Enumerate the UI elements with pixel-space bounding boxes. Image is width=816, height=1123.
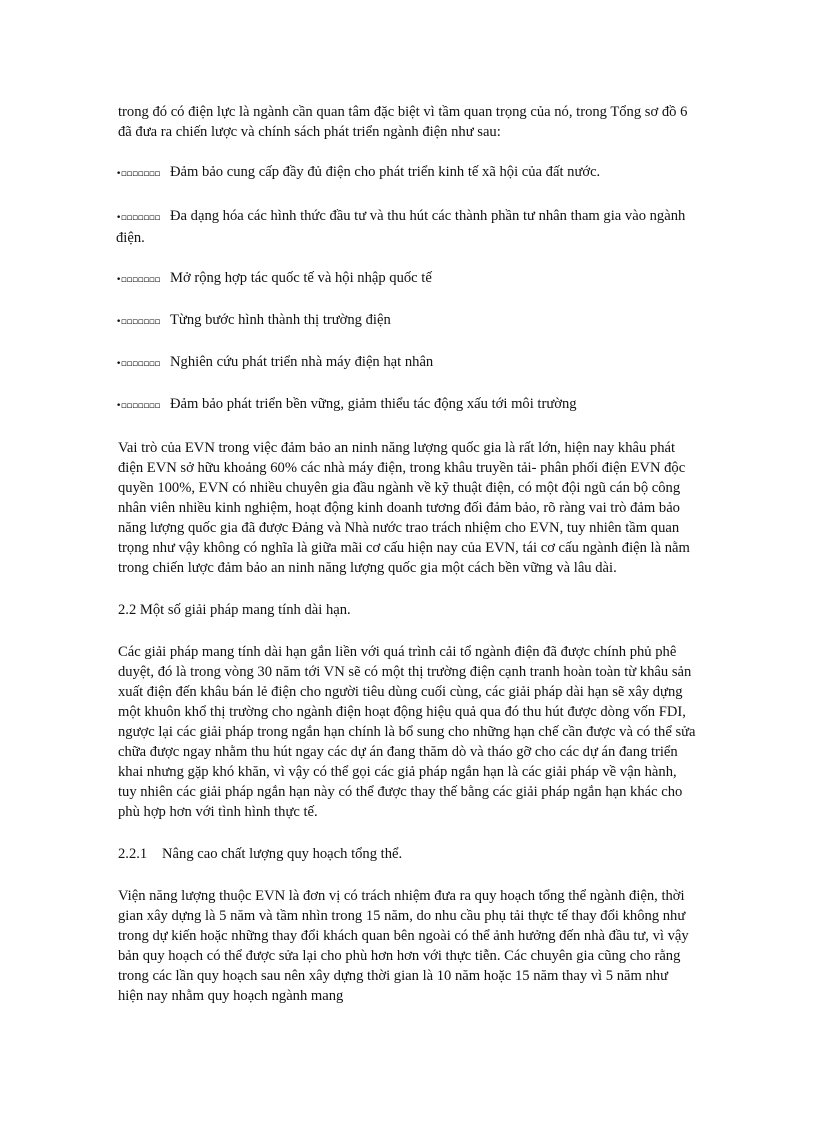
section-number: 2.2.1 bbox=[118, 846, 148, 862]
bullet-text: Từng bước hình thành thị trường điện bbox=[170, 312, 391, 328]
bullet-marker-icon: •▫▫▫▫▫▫▫ bbox=[116, 317, 161, 327]
bullet-text: Nghiên cứu phát triển nhà máy điện hạt nhân bbox=[170, 354, 434, 370]
bullet-text: Đảm bảo phát triển bền vững, giảm thiểu tác động xấu tới môi trường bbox=[170, 396, 577, 412]
bullet-text: Đa dạng hóa các hình thức đầu tư và thu hút các thành phần tư nhân tham gia vào ngành điện. bbox=[116, 208, 686, 246]
bullet-item bbox=[116, 206, 696, 248]
section-heading-2-2: 2.2 Một số giải pháp mang tính dài hạn. bbox=[118, 602, 351, 618]
evn-role-paragraph: Vai trò của EVN trong việc đảm bảo an ninh năng lượng quốc gia là rất lớn, hiện nay khâu phát điện EVN sở hữu khoảng 60% các nhà máy điện, trong khâu truyền tải- phân phối điện EVN độc quyền 100%, EVN có nhiều chuyên gia đầu ngành về kỹ thuật điện, có một đội ngũ cán bộ công nhân viên nhiều kinh nghiệm, hoạt động kinh doanh tương đối đảm bảo, rõ ràng vai trò đảm bảo năng lượng quốc gia đã được Đảng và Nhà nước trao trách nhiệm cho EVN, tuy nhiên tầm quan trọng như vậy không có nghĩa là giữa mãi cơ cấu hiện nay của EVN, tái cơ cấu ngành điện là nằm trong chiến lược đảm bảo an ninh năng lượng quốc gia một cách bền vững và lâu dài. bbox=[118, 440, 690, 576]
bullet-marker-icon: •▫▫▫▫▫▫▫ bbox=[116, 359, 161, 369]
long-term-solutions-paragraph: Các giải pháp mang tính dài hạn gắn liền với quá trình cải tổ ngành điện đã được chính phủ phê duyệt, đó là trong vòng 30 năm tới VN sẽ có một thị trường điện cạnh tranh hoàn toàn từ khâu sản xuất điện đến khâu bán lẻ điện cho người tiêu dùng cuối cùng, các giải pháp dài hạn sẽ xây dựng một khuôn khổ thị trường cho ngành điện hoạt động hiệu quả qua đó thu hút được dòng vốn FDI, ngược lại các giải pháp trong ngắn hạn chính là bổ sung cho những hạn chế cần được và có thể sửa chữa được ngay nhằm thu hút ngay các dự án đang thăm dò và tháo gỡ cho các dự án đang triển khai nhưng gặp khó khăn, vì vậy có thể gọi các giả pháp ngắn hạn là các giải pháp về vận hành, tuy nhiên các giải pháp ngắn hạn này có thể được thay thế bằng các giải pháp ngắn hạn khác cho phù hợp hơn với tình hình thực tế. bbox=[118, 644, 696, 820]
master-planning-paragraph: Viện năng lượng thuộc EVN là đơn vị có trách nhiệm đưa ra quy hoạch tổng thể ngành điện, thời gian xây dựng là 5 năm và tầm nhìn trong 15 năm, do nhu cầu phụ tải thực tế thay đổi không như trong dự kiến hoặc những thay đổi khách quan bên ngoài có thể ảnh hưởng đến nhà đầu tư, vì vậy bản quy hoạch có thể được sửa lại cho phù hơn hơn với thực tiễn. Các chuyên gia cũng cho rằng trong các lần quy hoạch sau nên xây dựng thời gian là 10 năm hoặc 15 năm thay vì 5 năm như hiện nay nhằm quy hoạch ngành mang bbox=[118, 888, 689, 1004]
bullet-item bbox=[116, 164, 696, 184]
bullet-marker-icon: •▫▫▫▫▫▫▫ bbox=[116, 275, 161, 285]
bullet-item bbox=[116, 354, 696, 374]
bullet-item bbox=[116, 396, 696, 416]
intro-paragraph: trong đó có điện lực là ngành cần quan tâm đặc biệt vì tầm quan trọng của nó, trong Tổng sơ đồ 6 đã đưa ra chiến lược và chính sách phát triển ngành điện như sau: bbox=[118, 104, 688, 140]
bullet-marker-icon: •▫▫▫▫▫▫▫ bbox=[116, 401, 161, 411]
bullet-text: Đảm bảo cung cấp đầy đủ điện cho phát triển kinh tế xã hội của đất nước. bbox=[170, 164, 601, 180]
bullet-text: Mở rộng hợp tác quốc tế và hội nhập quốc tế bbox=[170, 270, 432, 286]
bullet-marker-icon: •▫▫▫▫▫▫▫ bbox=[116, 169, 161, 179]
section-title: Nâng cao chất lượng quy hoạch tổng thể. bbox=[162, 846, 403, 862]
section-heading-2-2-1 bbox=[118, 844, 696, 864]
bullet-marker-icon: •▫▫▫▫▫▫▫ bbox=[116, 213, 161, 223]
document-body bbox=[118, 102, 696, 1028]
bullet-item bbox=[116, 312, 696, 332]
bullet-item bbox=[116, 270, 696, 290]
